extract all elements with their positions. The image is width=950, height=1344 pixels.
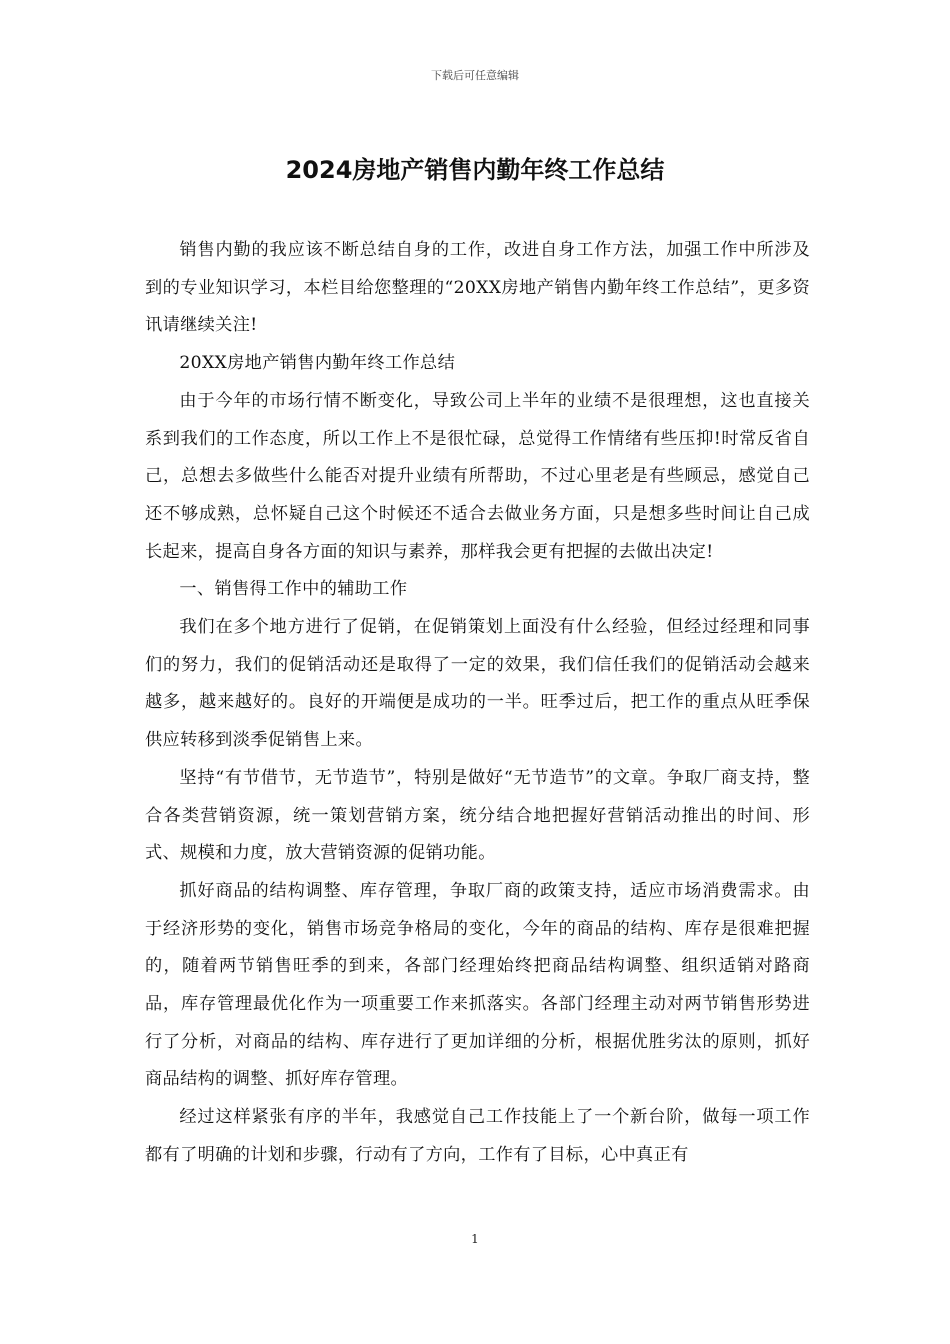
paragraph-promotion: 我们在多个地方进行了促销，在促销策划上面没有什么经验，但经过经理和同事们的努力，我们的促销活动还是取得了一定的效果，我们信任我们的促销活动会越来越多，越来越好的。良好的开端便是成功的一半。旺季过后，把工作的重点从旺季保供应转移到淡季促销售上来。 xyxy=(145,617,810,751)
header-note: 下载后可任意编辑 xyxy=(431,69,519,82)
document-title: 2024房地产销售内勤年终工作总结 xyxy=(285,156,665,184)
paragraph-festival: 坚持“有节借节，无节造节”，特别是做好“无节造节”的文章。争取厂商支持，整合各类营销资源，统一策划营销方案，统分结合地把握好营销活动推出的时间、形式、规模和力度，放大营销资源的促销功能。 xyxy=(145,767,810,864)
page-number: 1 xyxy=(471,1232,479,1246)
document-body xyxy=(145,232,810,1175)
paragraph-inventory: 抓好商品的结构调整、库存管理，争取厂商的政策支持，适应市场消费需求。由于经济形势的变化，销售市场竞争格局的变化，今年的商品的结构、库存是很难把握的，随着两节销售旺季的到来，各部门经理始终把商品结构调整、组织适销对路商品，库存管理最优化作为一项重要工作来抓落实。各部门经理主动对两节销售形势进行了分析，对商品的结构、库存进行了更加详细的分析，根据优胜劣汰的原则，抓好商品结构的调整、抓好库存管理。 xyxy=(145,880,810,1090)
paragraph-subtitle: 20XX房地产销售内勤年终工作总结 xyxy=(179,353,456,374)
section-heading-1: 一、销售得工作中的辅助工作 xyxy=(179,579,408,600)
paragraph-market: 由于今年的市场行情不断变化，导致公司上半年的业绩不是很理想，这也直接关系到我们的工作态度，所以工作上不是很忙碌，总觉得工作情绪有些压抑!时常反省自己，总想去多做些什么能否对提升业绩有所帮助，不过心里老是有些顾忌，感觉自己还不够成熟，总怀疑自己这个时候还不适合去做业务方面，只是想多些时间让自己成长起来，提高自身各方面的知识与素养，那样我会更有把握的去做出决定! xyxy=(145,390,810,562)
paragraph-summary: 经过这样紧张有序的半年，我感觉自己工作技能上了一个新台阶，做每一项工作都有了明确的计划和步骤，行动有了方向，工作有了目标，心中真正有 xyxy=(145,1107,810,1165)
paragraph-intro: 销售内勤的我应该不断总结自身的工作，改进自身工作方法，加强工作中所涉及到的专业知识学习，本栏目给您整理的“20XX房地产销售内勤年终工作总结”，更多资讯请继续关注! xyxy=(145,240,810,336)
